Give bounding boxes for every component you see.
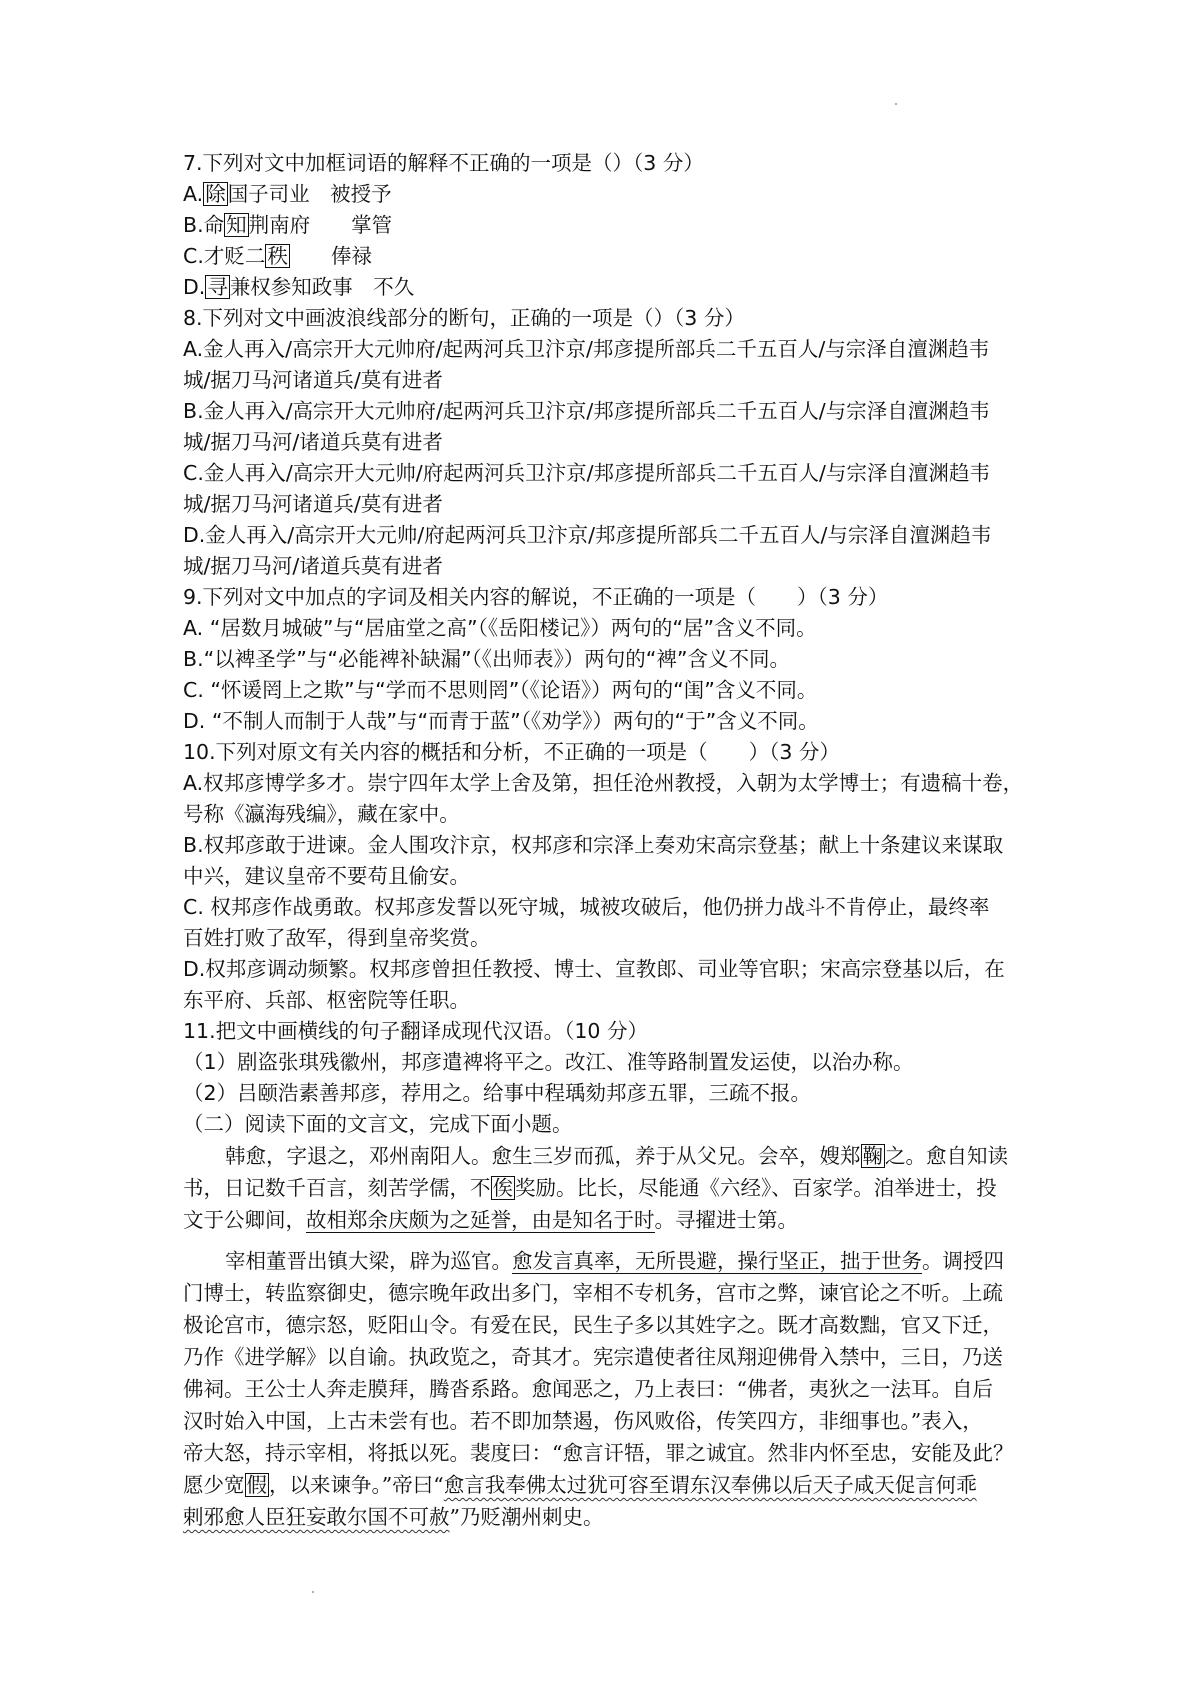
q9-stem: 9.下列对文中加点的字词及相关内容的解说，不正确的一项是（ ）（3 分）	[183, 585, 889, 609]
boxed-word: 秩	[267, 244, 288, 268]
wavy-underlined-text: 剌邪愈人臣狂妄敢尔国不可赦	[183, 1505, 450, 1529]
q8-option-d-line2: 城/据刀马河/诸道兵莫有进者	[183, 554, 443, 578]
wavy-underlined-text: 愈言我奉佛太过犹可容至谓东汉奉佛以后天子咸天促言何乖	[443, 1473, 977, 1497]
q10-option-c-line1: C. 权邦彦作战勇敢。权邦彦发誓以死守城，城被攻破后，他仍拼力战斗不肯停止，最终率	[183, 895, 990, 919]
option-text: 俸禄	[289, 244, 372, 268]
passage-p2-line4: 乃作《进学解》以自谕。执政览之，奇其才。宪宗遣使者往凤翔迎佛骨入禁中，三日，乃送	[183, 1345, 1003, 1369]
text-run: 。调授四	[922, 1249, 1004, 1273]
q9-option-d: D. “不制人而制于人哉”与“而青于蓝”（《劝学》）两句的“于”含义不同。	[183, 709, 819, 733]
option-text: 国子司业 被授予	[227, 182, 392, 206]
boxed-word: 寻	[207, 275, 228, 299]
q11-sentence-1: （1）剧盗张琪残徽州，邦彦遣裨将平之。改江、准等路制置发运使，以治办称。	[183, 1050, 914, 1074]
passage-p2-line7: 帝大怒，持示宰相，将抵以死。裴度曰：“愈言讦牾，罪之诚宜。然非内怀至忠，安能及此？	[183, 1441, 1014, 1465]
underlined-sentence: 愈发言真率，无所畏避，操行坚正，拙于世务	[512, 1249, 922, 1273]
boxed-word: 俟	[492, 1176, 513, 1200]
passage-p2-line8	[183, 1470, 977, 1500]
scan-speck	[312, 1591, 314, 1593]
q7-option-b	[183, 210, 392, 240]
q8-option-b-line2: 城/据刀马河/诸道兵莫有进者	[183, 430, 443, 454]
passage-p2-line9	[183, 1502, 603, 1532]
option-prefix: C.才贬二	[183, 244, 266, 268]
q10-option-b-line1: B.权邦彦敢于进谏。金人围攻汴京，权邦彦和宗泽上奏劝宋高宗登基；献上十条建议来谋取	[183, 833, 1004, 857]
option-prefix: A.	[183, 182, 204, 206]
q9-option-a: A. “居数月城破”与“居庙堂之高”（《岳阳楼记》）两句的“居”含义不同。	[183, 616, 817, 640]
passage-p2-line5: 佛祠。王公士人奔走膜拜，腾沓系路。愈闻恶之，乃上表曰：“佛者，夷狄之一法耳。自后	[183, 1377, 993, 1401]
text-run: ”乃贬潮州刺史。	[449, 1505, 604, 1529]
q10-option-a-line1: A.权邦彦博学多才。崇宁四年太学上舍及第，担任沧州教授，入朝为太学博士；有遗稿十卷，	[183, 771, 1024, 795]
text-run: 书，日记数千百言，刻苦学儒，不	[183, 1176, 491, 1200]
q8-option-c-line1: C.金人再入/高宗开大元帅/府起两河兵卫汴京/邦彦提所部兵二千五百人/与宗泽自澶渊趋韦	[183, 461, 990, 485]
passage-p1-line1	[225, 1141, 1008, 1171]
passage-p2-line3: 极论宫市，德宗怒，贬阳山令。有爱在民，民生子多以其姓字之。既才高数黜，官又下迁，	[183, 1313, 1003, 1337]
q7-option-a	[183, 179, 392, 209]
boxed-word: 假	[246, 1473, 267, 1497]
boxed-word: 鞠	[862, 1144, 883, 1168]
text-run: 愿少宽	[183, 1473, 245, 1497]
option-text: 荆南府 掌管	[248, 213, 393, 237]
q8-option-b-line1: B.金人再入/高宗开大元帅府/起两河兵卫汴京/邦彦提所部兵二千五百人/与宗泽自澶渊趋韦	[183, 399, 990, 423]
q7-stem: 7.下列对文中加框词语的解释不正确的一项是（）（3 分）	[183, 151, 704, 175]
section-heading: （二）阅读下面的文言文，完成下面小题。	[183, 1112, 573, 1136]
passage-p2-line6: 汉时始入中国，上古未尝有也。若不即加禁遏，伤风败俗，传笑四方，非细事也。”表入，	[183, 1409, 983, 1433]
text-run: 。寻擢进士第。	[654, 1208, 798, 1232]
q7-option-d	[183, 272, 414, 302]
text-run: 奖励。比长，尽能通《六经》、百家学。洎举进士，投	[515, 1176, 997, 1200]
q8-option-c-line2: 城/据刀马河诸道兵/莫有进者	[183, 492, 443, 516]
q7-option-c	[183, 241, 372, 271]
q11-stem: 11.把文中画横线的句子翻译成现代汉语。（10 分）	[183, 1019, 648, 1043]
underlined-sentence: 故相郑余庆颇为之延誉，由是知名于时	[306, 1208, 655, 1232]
q11-sentence-2: （2）吕颐浩素善邦彦，荐用之。给事中程瑀劾邦彦五罪，三疏不报。	[183, 1081, 812, 1105]
q10-option-c-line2: 百姓打败了敌军，得到皇帝奖赏。	[183, 926, 491, 950]
text-run: 文于公卿间，	[183, 1208, 306, 1232]
boxed-word: 知	[226, 213, 247, 237]
q8-option-a-line1: A.金人再入/高宗开大元帅府/起两河兵卫汴京/邦彦提所部兵二千五百人/与宗泽自澶渊趋韦	[183, 337, 990, 361]
passage-p1-line2	[183, 1173, 997, 1203]
text-run: 韩愈，字退之，邓州南阳人。愈生三岁而孤，养于从父兄。会卒，嫂郑	[225, 1144, 861, 1168]
q10-stem: 10.下列对原文有关内容的概括和分析，不正确的一项是（ ）（3 分）	[183, 740, 840, 764]
text-run: 宰相董晋出镇大梁，辟为巡官。	[225, 1249, 512, 1273]
passage-p2-line1	[225, 1246, 1004, 1276]
q8-option-d-line1: D.金人再入/高宗开大元帅/府起两河兵卫汴京/邦彦提所部兵二千五百人/与宗泽自澶渊趋韦	[183, 523, 992, 547]
q9-option-c: C. “怀谖罔上之欺”与“学而不思则罔”（《论语》）两句的“闺”含义不同。	[183, 678, 818, 702]
option-text: 兼权参知政事 不久	[229, 275, 415, 299]
passage-p2-line2: 门博士，转监察御史，德宗晚年政出多门，宰相不专机务，宫市之弊，谏官论之不听。上疏	[183, 1281, 1003, 1305]
boxed-word: 除	[205, 182, 226, 206]
q8-stem: 8.下列对文中画波浪线部分的断句，正确的一项是（）（3 分）	[183, 306, 745, 330]
text-run: 之。愈自知读	[885, 1144, 1008, 1168]
option-prefix: D.	[183, 275, 206, 299]
q10-option-b-line2: 中兴，建议皇帝不要苟且偷安。	[183, 864, 470, 888]
passage-p1-line3	[183, 1205, 798, 1235]
q10-option-d-line1: D.权邦彦调动频繁。权邦彦曾担任教授、博士、宣教郎、司业等官职；宋高宗登基以后，在	[183, 957, 1005, 981]
scan-speck	[895, 103, 897, 105]
q8-option-a-line2: 城/据刀马河诸道兵/莫有进者	[183, 368, 443, 392]
q9-option-b: B.“以裨圣学”与“必能裨补缺漏”（《出师表》）两句的“裨”含义不同。	[183, 647, 791, 671]
q10-option-d-line2: 东平府、兵部、枢密院等任职。	[183, 988, 470, 1012]
option-prefix: B.命	[183, 213, 225, 237]
text-run: ，以来谏争。”帝曰“	[269, 1473, 444, 1497]
q10-option-a-line2: 号称《瀛海残编》，藏在家中。	[183, 802, 460, 826]
